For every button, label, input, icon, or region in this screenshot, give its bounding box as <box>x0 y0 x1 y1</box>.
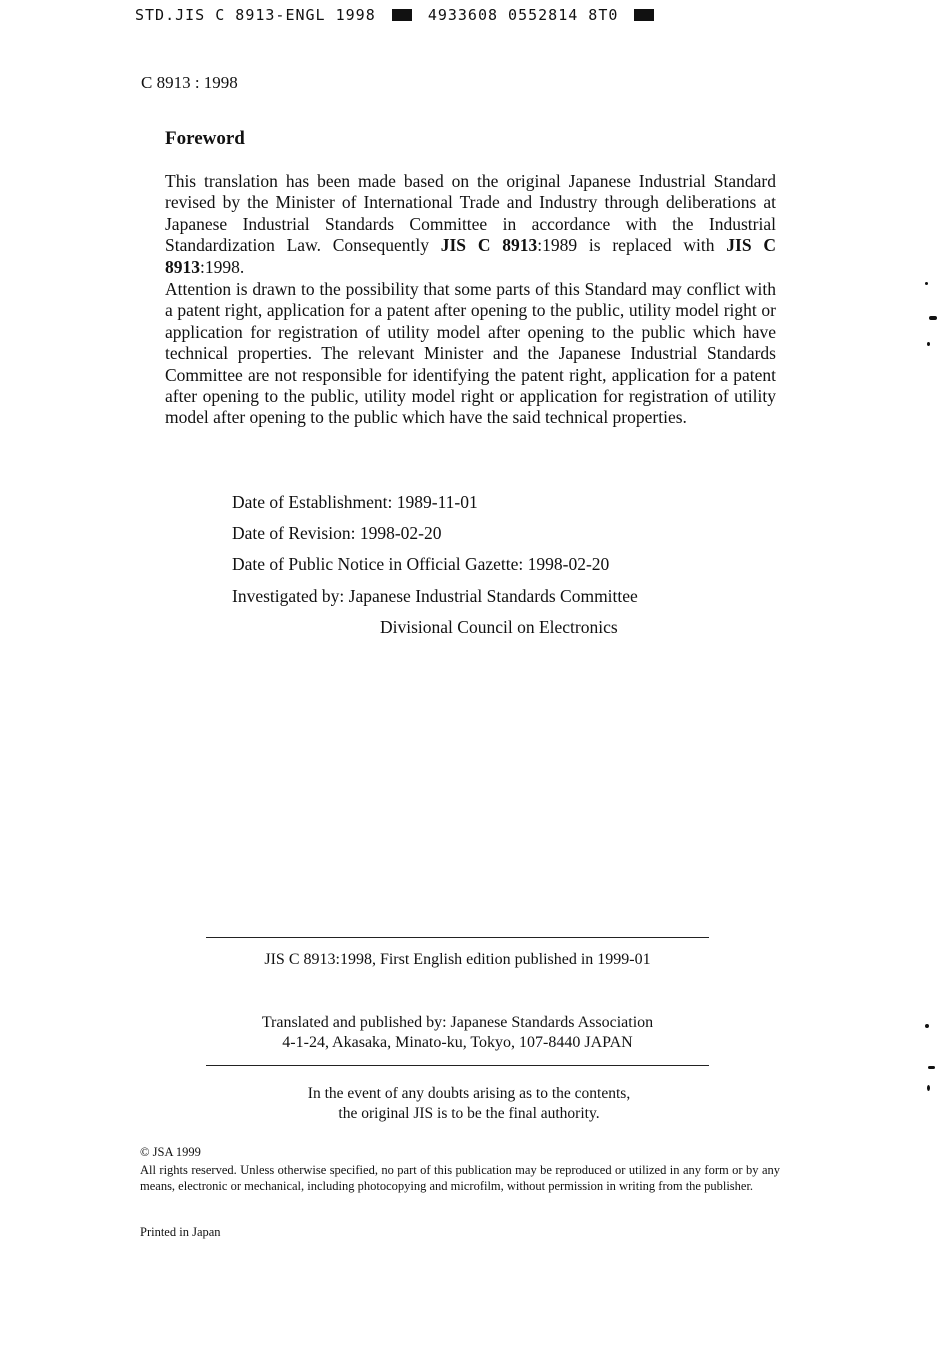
foreword-paragraph-1 <box>165 171 776 278</box>
copyright: © JSA 1999 <box>140 1145 201 1159</box>
date-revision: Date of Revision: 1998-02-20 <box>232 523 442 543</box>
foreword-title: Foreword <box>165 128 245 149</box>
divisional-council: Divisional Council on Electronics <box>380 617 618 637</box>
scan-speck <box>925 282 928 285</box>
printed-in: Printed in Japan <box>140 1225 221 1239</box>
divider-bottom <box>206 1065 709 1066</box>
scan-speck <box>929 316 937 320</box>
bold-standard-id: JIS C 8913 <box>440 235 538 256</box>
authority-line-2: the original JIS is to be the final authority. <box>338 1104 600 1122</box>
header-block-mark <box>634 9 654 21</box>
header-block-mark <box>392 9 412 21</box>
header-code: 4933608 0552814 8T0 <box>427 6 619 24</box>
paragraph-text: This translation has been made based on the original Japanese Industrial Standard revised by the Minister of International Trade and Industry through deliberations at Japanese Industrial Standards Committee in accordance with the Industrial Standardization Law. Consequently <box>165 171 776 256</box>
publisher-block <box>206 1013 709 1053</box>
scan-speck <box>928 1066 935 1069</box>
publisher-line-1: Translated and published by: Japanese Standards Association <box>261 1014 654 1031</box>
investigated-by: Investigated by: Japanese Industrial Standards Committee <box>232 586 638 606</box>
header-standard-id: STD.JIS C 8913-ENGL 1998 <box>135 6 376 24</box>
publisher-address: 4-1-24, Akasaka, Minato-ku, Tokyo, 107-8440 JAPAN <box>282 1034 633 1051</box>
rights-notice: All rights reserved. Unless otherwise specified, no part of this publication may be reproduced or utilized in any form or by any means, electronic or mechanical, including photocopying and microfilm, without permission in writing from the publisher. <box>140 1163 780 1193</box>
scan-speck <box>927 1085 930 1091</box>
paragraph-text: :1998. <box>200 256 245 277</box>
date-public-notice: Date of Public Notice in Official Gazette: 1998-02-20 <box>232 554 610 574</box>
date-establishment: Date of Establishment: 1989-11-01 <box>232 492 478 512</box>
scan-header <box>135 6 660 24</box>
bold-standard-id: JIS C 8913 <box>165 235 776 277</box>
scan-speck <box>927 342 930 346</box>
paragraph-text: :1989 is replaced with <box>537 235 727 256</box>
edition-line: JIS C 8913:1998, First English edition published in 1999-01 <box>264 951 651 968</box>
document-number: C 8913 : 1998 <box>141 73 238 92</box>
divider-top <box>206 937 709 938</box>
authority-line-1: In the event of any doubts arising as to the contents, <box>307 1085 631 1102</box>
foreword-paragraph-2: Attention is drawn to the possibility that some parts of this Standard may conflict with a patent right, application for a patent after opening to the public, utility model right or application for registration of utility model after opening to the public which have technical properties. The relevant Minister and the Japanese Industrial Standards Committee are not responsible for identifying the patent right, application for a patent after opening to the public, utility model right or application for registration of utility model after opening to the public which have the said technical properties. <box>165 279 776 428</box>
authority-note <box>206 1084 732 1123</box>
scan-speck <box>925 1024 929 1028</box>
